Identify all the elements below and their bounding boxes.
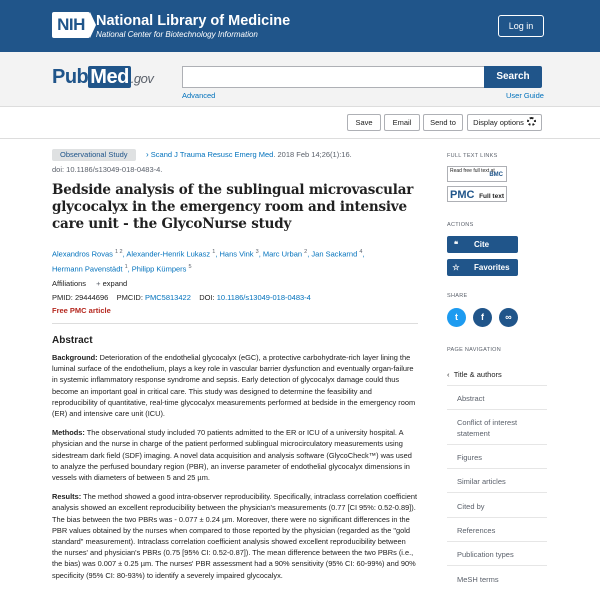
free-pmc-article-label: Free PMC article [52, 306, 111, 315]
pmcid-label: PMCID: [116, 293, 143, 302]
doi-line: doi: 10.1186/s13049-018-0483-4. [52, 165, 163, 174]
author-sup[interactable]: 2 [304, 249, 308, 255]
twitter-icon[interactable]: t [447, 308, 466, 327]
full-text-links-label: FULL TEXT LINKS [447, 153, 498, 159]
author-link[interactable]: Alexander-Henrik Lukasz [126, 249, 211, 259]
abstract-body [52, 352, 418, 589]
author-sup[interactable]: 3 [255, 249, 259, 255]
authors-list: Alexandros Rovas $^{1 2}$, Alexander-Henrik Lukasz $^1$, Hans Vink $^3$, Marc Urban $^2$, Jan Sackarnd $^4$, Hermann Pavenstädt $^1$, Philipp Kümpers $^5$ [52, 249, 365, 273]
abstract-section-text: The method showed a good intra-observer reproducibility. Specifically, intraclass correlation coefficient analysis showed an excellent reproducibility between the physician's measurements (0.77 [CI 95%: 0.52-0.89]). The bias between the two PBRs was - 0.077 ± 0.24 µm. Moreover, there were no significant differences in the PBR values obtained by the nurses when compared to those reported by the physician (regarded as the "gold standard" measurement). Intraclass correlation coefficient analysis showed excellent reproducibility between the nurses' and physician's PBRs (0.75 [95% CI: 0.52-0.87]). The mean difference between the two PBRs (i.e., the bias) was 0.007 ± 0.25 µm. The nurses' PBR assessment had a 90% sensitivity (95% CI: 60-99%) and 90% specificity (95% CI: 80-93%) to identify a severely impaired glycocalyx. [52, 492, 418, 580]
author-sup[interactable]: 5 [188, 263, 192, 270]
advanced-search-link[interactable]: Advanced [182, 91, 216, 100]
article-toolbar [0, 107, 600, 139]
user-guide-link[interactable]: User Guide [506, 91, 544, 100]
nav-divider [447, 444, 547, 445]
nih-header [0, 0, 600, 52]
favorites-label: Favorites [474, 263, 510, 272]
abstract-section-label: Methods: [52, 428, 85, 438]
journal-name[interactable]: Scand J Trauma Resusc Emerg Med [150, 150, 274, 159]
favorites-button[interactable] [447, 259, 518, 276]
nav-divider [447, 409, 547, 410]
journal-citation [146, 149, 352, 161]
author-sup[interactable]: 4 [359, 249, 363, 255]
pubmed-logo[interactable] [52, 66, 153, 89]
pubmed-logo-med: Med [90, 66, 129, 88]
login-button[interactable]: Log in [498, 15, 544, 37]
abstract-section-label: Results: [52, 492, 82, 502]
nav-references[interactable]: References [457, 526, 496, 535]
nav-conflict-of-interest[interactable]: Conflict of interest statement [457, 418, 518, 438]
actions-label: ACTIONS [447, 222, 474, 228]
nav-similar-articles[interactable]: Similar articles [457, 477, 506, 486]
bmc-link-text: Read free full text at [450, 168, 495, 174]
quote-icon: ❝ [453, 240, 459, 249]
abstract-section-background [52, 352, 418, 419]
nav-publication-types[interactable]: Publication types [457, 550, 514, 559]
nav-divider [447, 492, 547, 493]
nav-divider [447, 541, 547, 542]
abstract-section-text: The observational study included 70 patients admitted to the ER or ICU of a university hospital. A physician and the nurse in charge of the patient performed sublingual microcirculatory measurements using sidestream dark field (SDF) imaging. A novel data acquisition and analysis software (GlycoCheck™) was used to analyze the perfused boundary region (PBR), an inverse parameter of endothelial glycocalyx dimensions in vessels with diameters of between 5 and 25 µm. [52, 428, 412, 483]
nav-item-label: Title & authors [453, 370, 502, 379]
facebook-icon[interactable]: f [473, 308, 492, 327]
doi-label: DOI: [199, 293, 215, 302]
nav-divider [447, 468, 547, 469]
nav-figures[interactable]: Figures [457, 453, 483, 462]
author-link[interactable]: Marc Urban [262, 249, 303, 259]
pmc-logo: PMC [450, 189, 475, 201]
star-icon: ☆ [452, 263, 460, 272]
pubmed-logo-pub: Pub [52, 66, 89, 88]
author-sup[interactable]: 1 [124, 263, 128, 270]
nav-cited-by[interactable]: Cited by [457, 502, 485, 511]
nih-logo[interactable]: NIH [52, 12, 90, 38]
pmc-full-text-label: Full text [479, 193, 504, 200]
author-sup[interactable]: 1 [212, 249, 216, 255]
nav-title-authors[interactable] [447, 369, 547, 380]
divider [52, 323, 418, 324]
send-to-button[interactable]: Send to [423, 114, 463, 131]
pubmed-logo-gov: .gov [130, 71, 154, 86]
article-title: Bedside analysis of the sublingual microvascular glycocalyx in the emergency room and intensive care unit - the GlycoNurse study [52, 182, 414, 232]
abstract-section-methods [52, 427, 418, 483]
cite-button[interactable] [447, 236, 518, 253]
affiliations-label: Affiliations [52, 279, 87, 288]
search-band [0, 52, 600, 107]
author-link[interactable]: Jan Sackarnd [311, 249, 358, 259]
display-options-button[interactable] [467, 114, 542, 131]
nlm-title[interactable]: National Library of Medicine [96, 13, 291, 29]
citation-text: . 2018 Feb 14;26(1):16. [273, 150, 352, 159]
author-sup[interactable]: 1 2 [114, 249, 123, 255]
abstract-section-text: Deterioration of the endothelial glycocalyx (eGC), a protective carbohydrate-rich layer lining the luminal surface of the endothelium, plays a key role in vascular barrier dysfunction and eventually organ-failure in systemic inflammatory response syndrome and sepsis. Early detection of glycocalyx damage could thus become an important goal in critical care. This study was designed to determine the feasibility and reproducibility of quantitative, real-time glycocalyx measurements performed at bedside in the emergency room (ER) and intensive care unit (ICU). [52, 353, 416, 419]
pmid-value: 29444696 [74, 293, 109, 302]
email-button[interactable]: Email [384, 114, 420, 131]
abstract-section-results [52, 491, 418, 581]
author-link[interactable]: Philipp Kümpers [131, 264, 187, 273]
page-navigation-label: PAGE NAVIGATION [447, 347, 502, 353]
abstract-heading: Abstract [52, 335, 93, 346]
bmc-logo: BMC [489, 172, 503, 178]
nav-mesh-terms[interactable]: MeSH terms [457, 575, 499, 584]
nav-divider [447, 517, 547, 518]
chevron-right-icon: › [146, 150, 149, 159]
search-input[interactable] [182, 66, 484, 88]
pmc-full-text-link[interactable] [447, 186, 507, 202]
cite-label: Cite [474, 240, 490, 249]
nav-divider [447, 385, 547, 386]
permalink-icon[interactable]: ∞ [499, 308, 518, 327]
nav-divider [447, 565, 547, 566]
pmid-label: PMID: [52, 293, 73, 302]
expand-link[interactable]: expand [102, 279, 128, 288]
abstract-section-label: Background: [52, 353, 98, 362]
share-label: SHARE [447, 293, 468, 299]
article-type-badge[interactable]: Observational Study [52, 149, 136, 161]
display-options-label: Display options [473, 118, 524, 127]
ncbi-subtitle: National Center for Biotechnology Information [96, 30, 258, 39]
affiliations-row [52, 279, 127, 288]
pmcid-link[interactable]: PMC5813422 [145, 293, 191, 302]
author-link[interactable]: Hans Vink [219, 249, 254, 259]
save-button[interactable]: Save [347, 114, 381, 131]
doi-link[interactable]: 10.1186/s13049-018-0483-4 [216, 293, 311, 302]
author-link[interactable]: Alexandros Rovas [52, 249, 113, 259]
gear-icon [527, 117, 536, 126]
nav-abstract[interactable]: Abstract [457, 394, 485, 403]
plus-icon[interactable]: + [96, 279, 101, 288]
identifiers-row [52, 293, 311, 302]
search-button[interactable]: Search [484, 66, 542, 88]
chevron-left-icon: ‹ [447, 370, 452, 379]
author-link[interactable]: Hermann Pavenstädt [52, 264, 123, 273]
bmc-full-text-link[interactable] [447, 166, 507, 182]
